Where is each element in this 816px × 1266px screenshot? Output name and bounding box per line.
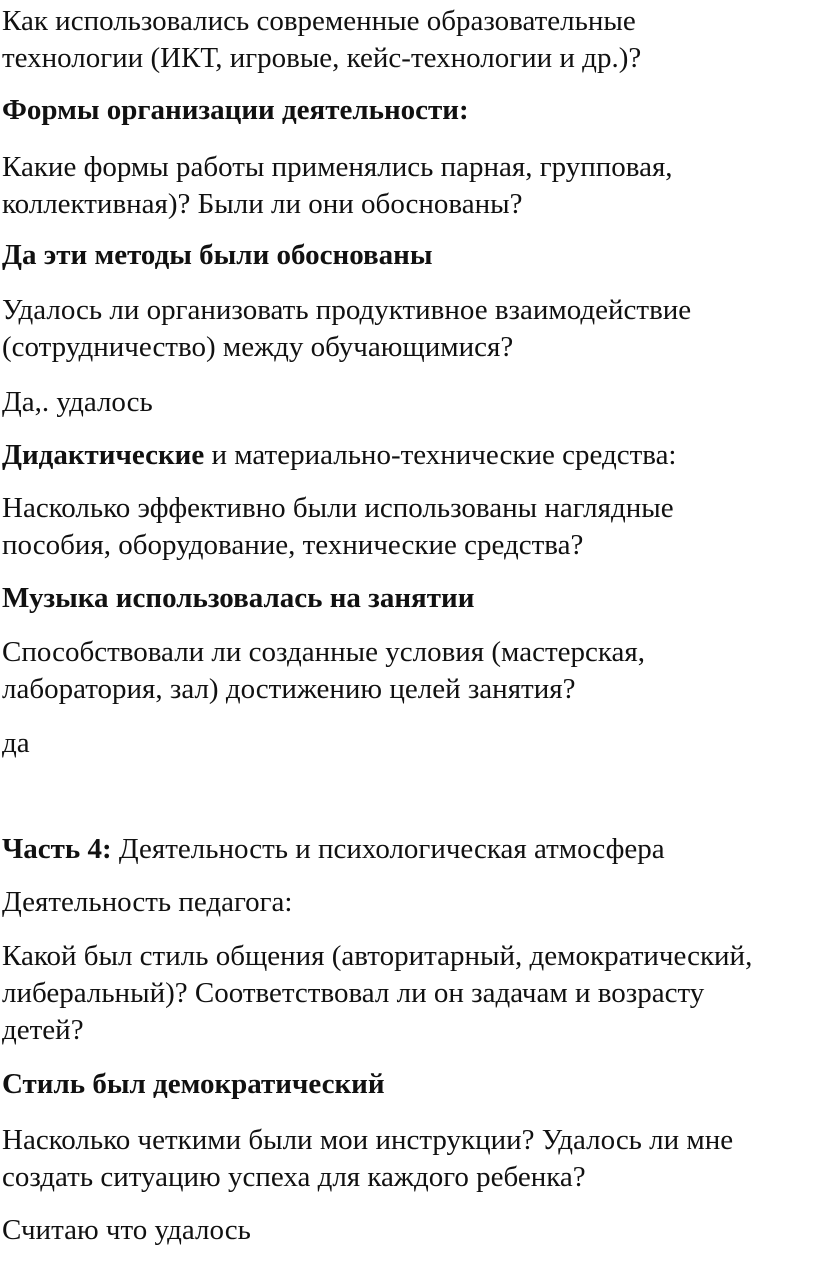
answer-consider-succeeded: Считаю что удалось — [2, 1214, 251, 1246]
question-communication-style: Какой был стиль общения (авторитарный, демократический, либеральный)? Соответствовал ли он задачам и возрасту детей? — [2, 940, 753, 1046]
question-interaction: Удалось ли организовать продуктивное взаимодействие (сотрудничество) между обучающимися? — [2, 294, 692, 363]
teacher-activity-label: Деятельность педагога: — [2, 886, 293, 918]
heading-didactic-rest: и материально-технические средства: — [204, 439, 677, 471]
answer-yes: да — [2, 727, 30, 759]
part-4-label: Часть 4: — [2, 833, 112, 865]
question-visual-aids: Насколько эффективно были использованы наглядные пособия, оборудование, технические средства? — [2, 492, 674, 561]
question-conditions: Способствовали ли созданные условия (мастерская, лаборатория, зал) достижению целей занятия? — [2, 636, 645, 705]
answer-succeeded: Да,. удалось — [2, 386, 153, 418]
part-4-title: Деятельность и психологическая атмосфера — [111, 833, 665, 865]
heading-forms-organization: Формы организации деятельности: — [2, 94, 469, 126]
answer-methods-justified: Да эти методы были обоснованы — [2, 239, 433, 271]
part-4-heading — [2, 831, 665, 868]
question-work-forms: Какие формы работы применялись парная, групповая, коллективная)? Были ли они обоснованы? — [2, 151, 673, 220]
heading-didactic-means — [2, 437, 677, 474]
question-instructions: Насколько четкими были мои инструкции? Удалось ли мне создать ситуацию успеха для каждого ребенка? — [2, 1124, 734, 1193]
answer-music-used: Музыка использовалась на занятии — [2, 582, 475, 614]
question-technologies: Как использовались современные образовательные технологии (ИКТ, игровые, кейс-технологии и др.)? — [2, 5, 642, 74]
heading-didactic-bold: Дидактические — [2, 439, 205, 471]
answer-democratic-style: Стиль был демократический — [2, 1068, 385, 1100]
